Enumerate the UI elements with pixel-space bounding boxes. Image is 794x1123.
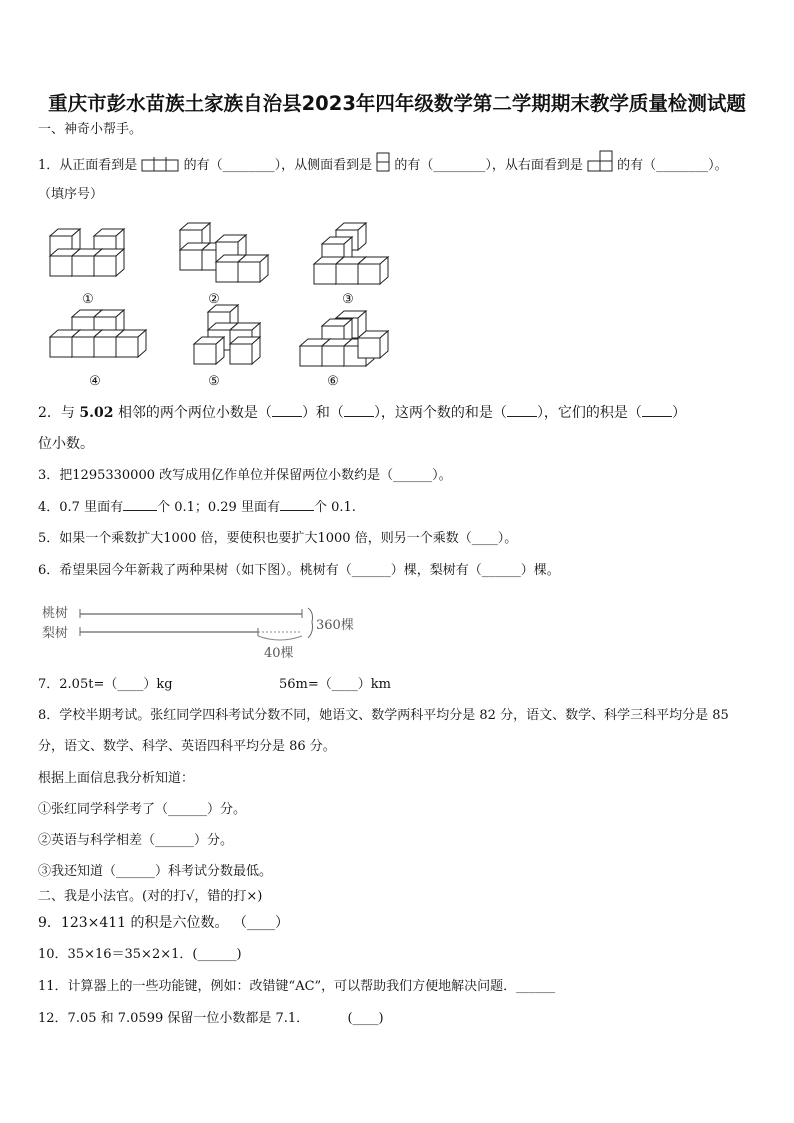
figure-label-2: ②: [208, 292, 220, 307]
question-7a: 7．2.05t=（____）kg: [38, 677, 173, 692]
figure-1: [50, 229, 124, 276]
figure-label-1: ①: [82, 292, 94, 307]
figure-label-6: ⑥: [327, 374, 339, 389]
figure-6: [300, 311, 388, 366]
peach-label: 桃树: [42, 606, 69, 621]
total-label: 360棵: [316, 618, 354, 633]
question-1-note: （填序号）: [38, 187, 104, 202]
question-12: 12．7.05 和 7.0599 保留一位小数都是 7.1． (____): [38, 1011, 384, 1026]
fruit-tree-diagram: [40, 600, 380, 662]
figure-5: [194, 305, 260, 364]
figure-label-3: ③: [342, 292, 354, 307]
question-10: 10．35×16＝35×2×1．(______): [38, 947, 242, 962]
section1-heading: 一、神奇小帮手。: [38, 122, 143, 137]
question-8-sub1: ①张红同学科学考了（______）分。: [38, 802, 247, 817]
question-7b: 56m=（____）km: [279, 677, 391, 692]
question-8-sub3: ③我还知道（______）科考试分数最低。: [38, 864, 273, 879]
question-2: 2．与 5.02 相邻的两个两位小数是（ ）和（ ），这两个数的和是（ ），它们的积是（ ）: [38, 405, 686, 421]
figure-4: [50, 310, 146, 357]
question-1: 1．从正面看到是 的有（________），从侧面看到是 的有（________），从右面看到是 的有（________）。: [38, 150, 728, 175]
figure-label-5: ⑤: [208, 374, 220, 389]
question-8-line2: 分，语文、数学、科学、英语四科平均分是 86 分。: [38, 739, 336, 754]
figure-label-4: ④: [89, 374, 101, 389]
question-11: 11．计算器上的一些功能键，例如：改错键“AC”，可以帮助我们方便地解决问题．______: [38, 979, 556, 994]
question-5: 5．如果一个乘数扩大1000 倍，要使积也要扩大1000 倍，则另一个乘数（____）。: [38, 531, 518, 546]
question-4: 4．0.7 里面有 个 0.1；0.29 里面有 个 0.1.: [38, 500, 356, 515]
question-6: 6．希望果园今年新栽了两种果树（如下图）。桃树有（______）棵，梨树有（______）棵。: [38, 563, 560, 578]
question-3: 3．把1295330000 改写成用亿作单位并保留两位小数约是（______）。: [38, 468, 452, 483]
question-2-cont: 位小数。: [38, 436, 94, 452]
page-title: 重庆市彭水苗族土家族自治县2023年四年级数学第二学期期末教学质量检测试题: [48, 92, 746, 115]
right-view-icon: [587, 150, 613, 172]
pear-label: 梨树: [42, 626, 69, 641]
section2-heading: 二、我是小法官。(对的打√，错的打×): [38, 889, 263, 904]
difference-label: 40棵: [264, 646, 294, 661]
figure-3: [314, 223, 388, 284]
question-8-line1: 8．学校半期考试。张红同学四科考试分数不同，她语文、数学两科平均分是 82 分，语文、数学、科学三科平均分是 85: [38, 708, 729, 723]
side-view-icon: [376, 152, 390, 172]
front-view-icon: [141, 157, 179, 172]
figure-2: [180, 223, 268, 282]
question-8-line3: 根据上面信息我分析知道：: [38, 771, 195, 786]
question-9: 9．123×411 的积是六位数。 （____）: [38, 915, 289, 931]
question-8-sub2: ②英语与科学相差（______）分。: [38, 833, 234, 848]
